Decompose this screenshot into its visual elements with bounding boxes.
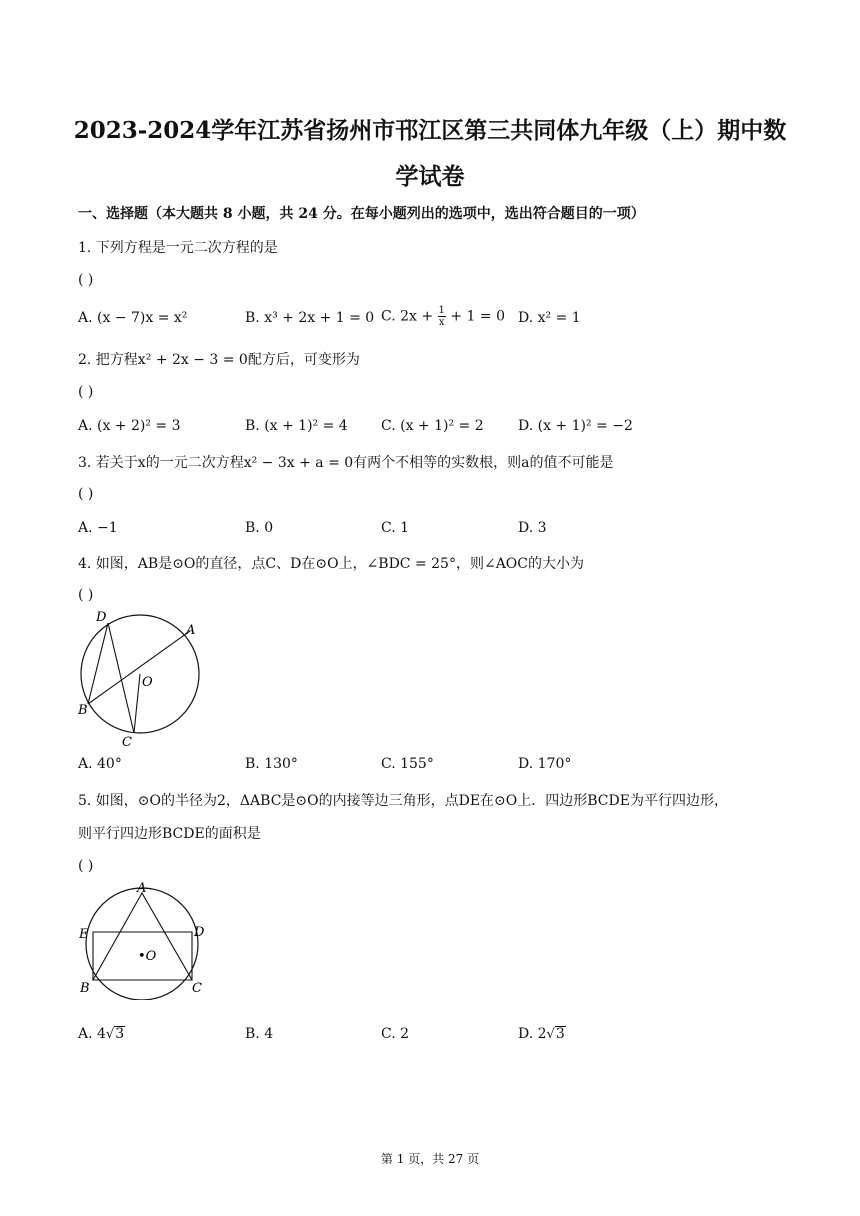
q1-option-c-num: 1 [438,305,445,316]
q1-option-c-pre: C. 2x + [381,308,438,325]
q2-option-d: D. (x + 1)² = −2 [518,418,633,434]
q5-option-d: D. 2√3 [518,1026,565,1042]
q5-answer-paren: ( ) [78,858,94,874]
q1-option-c-den: x [438,317,445,328]
q1-stem: 1. 下列方程是一元二次方程的是 [78,240,278,256]
q4-answer-paren: ( ) [78,587,94,603]
q4-label-a: A [186,623,196,638]
q3-stem: 3. 若关于x的一元二次方程x² − 3x + a = 0有两个不相等的实数根，则a的值不可能是 [78,455,614,471]
q3-answer-paren: ( ) [78,486,94,502]
q5-label-b: B [80,981,90,996]
q5-label-c: C [192,981,202,996]
q5-label-d: D [194,925,205,940]
q5-circle-figure [74,880,214,1000]
q5-option-c: C. 2 [381,1026,410,1042]
page-footer: 第 1 页，共 27 页 [380,1152,480,1166]
q2-option-c: C. (x + 1)² = 2 [381,418,484,434]
q3-option-b: B. 0 [245,520,274,536]
q2-answer-paren: ( ) [78,384,94,400]
q5-label-o: •O [138,949,157,964]
q1-answer-paren: ( ) [78,272,94,288]
q3-option-a: A. −1 [78,520,118,536]
q5-label-e: E [79,927,89,942]
exam-title-line1: 2023-2024学年江苏省扬州市邗江区第三共同体九年级（上）期中数 [73,117,787,144]
q3-option-c: C. 1 [381,520,410,536]
q1-option-a: A. (x − 7)x = x² [78,310,188,326]
q1-option-c-fraction [438,305,446,328]
q4-label-o: O [142,675,153,690]
q5-circle-o [86,888,198,1000]
q4-label-b: B [78,703,88,718]
q4-stem: 4. 如图，AB是⊙O的直径，点C、D在⊙O上，∠BDC = 25°，则∠AOC的大小为 [78,556,584,572]
q3-option-d: D. 3 [518,520,547,536]
q5-option-d-radicand: 3 [555,1026,565,1042]
q5-option-a-radicand: 3 [115,1026,125,1042]
q5-stem-line1: 5. 如图，⊙O的半径为2，ΔABC是⊙O的内接等边三角形，点DE在⊙O上．四边形BCDE为平行四边形， [78,793,728,809]
q5-label-a: A [137,881,147,896]
q5-option-b: B. 4 [245,1026,274,1042]
q2-stem: 2. 把方程x² + 2x − 3 = 0配方后，可变形为 [78,352,360,368]
q4-chord-dc [108,623,134,733]
q2-option-a: A. (x + 2)² = 3 [78,418,181,434]
q1-option-c-post: + 1 = 0 [445,308,505,325]
q4-label-d: D [96,610,107,625]
exam-title-line2: 学试卷 [395,163,465,190]
q5-option-a: A. 4√3 [78,1026,125,1042]
q2-option-b: B. (x + 1)² = 4 [245,418,348,434]
q1-option-d: D. x² = 1 [518,310,581,326]
q4-option-a: A. 40° [78,756,122,772]
q4-label-c: C [122,735,132,750]
q1-option-c [381,305,505,328]
q4-option-c: C. 155° [381,756,434,772]
q1-option-b: B. x³ + 2x + 1 = 0 [245,310,375,326]
q5-option-d-pre: D. 2 [518,1026,547,1042]
q4-radius-oc [134,674,140,733]
section-heading: 一、选择题（本大题共 8 小题，共 24 分。在每小题列出的选项中，选出符合题目的一项） [78,206,645,222]
q5-option-a-pre: A. 4 [78,1026,106,1042]
q5-triangle-abc [93,893,192,980]
q4-circle-figure [74,606,214,750]
q5-stem-line2: 则平行四边形BCDE的面积是 [78,826,261,842]
q4-option-d: D. 170° [518,756,572,772]
q4-option-b: B. 130° [245,756,298,772]
